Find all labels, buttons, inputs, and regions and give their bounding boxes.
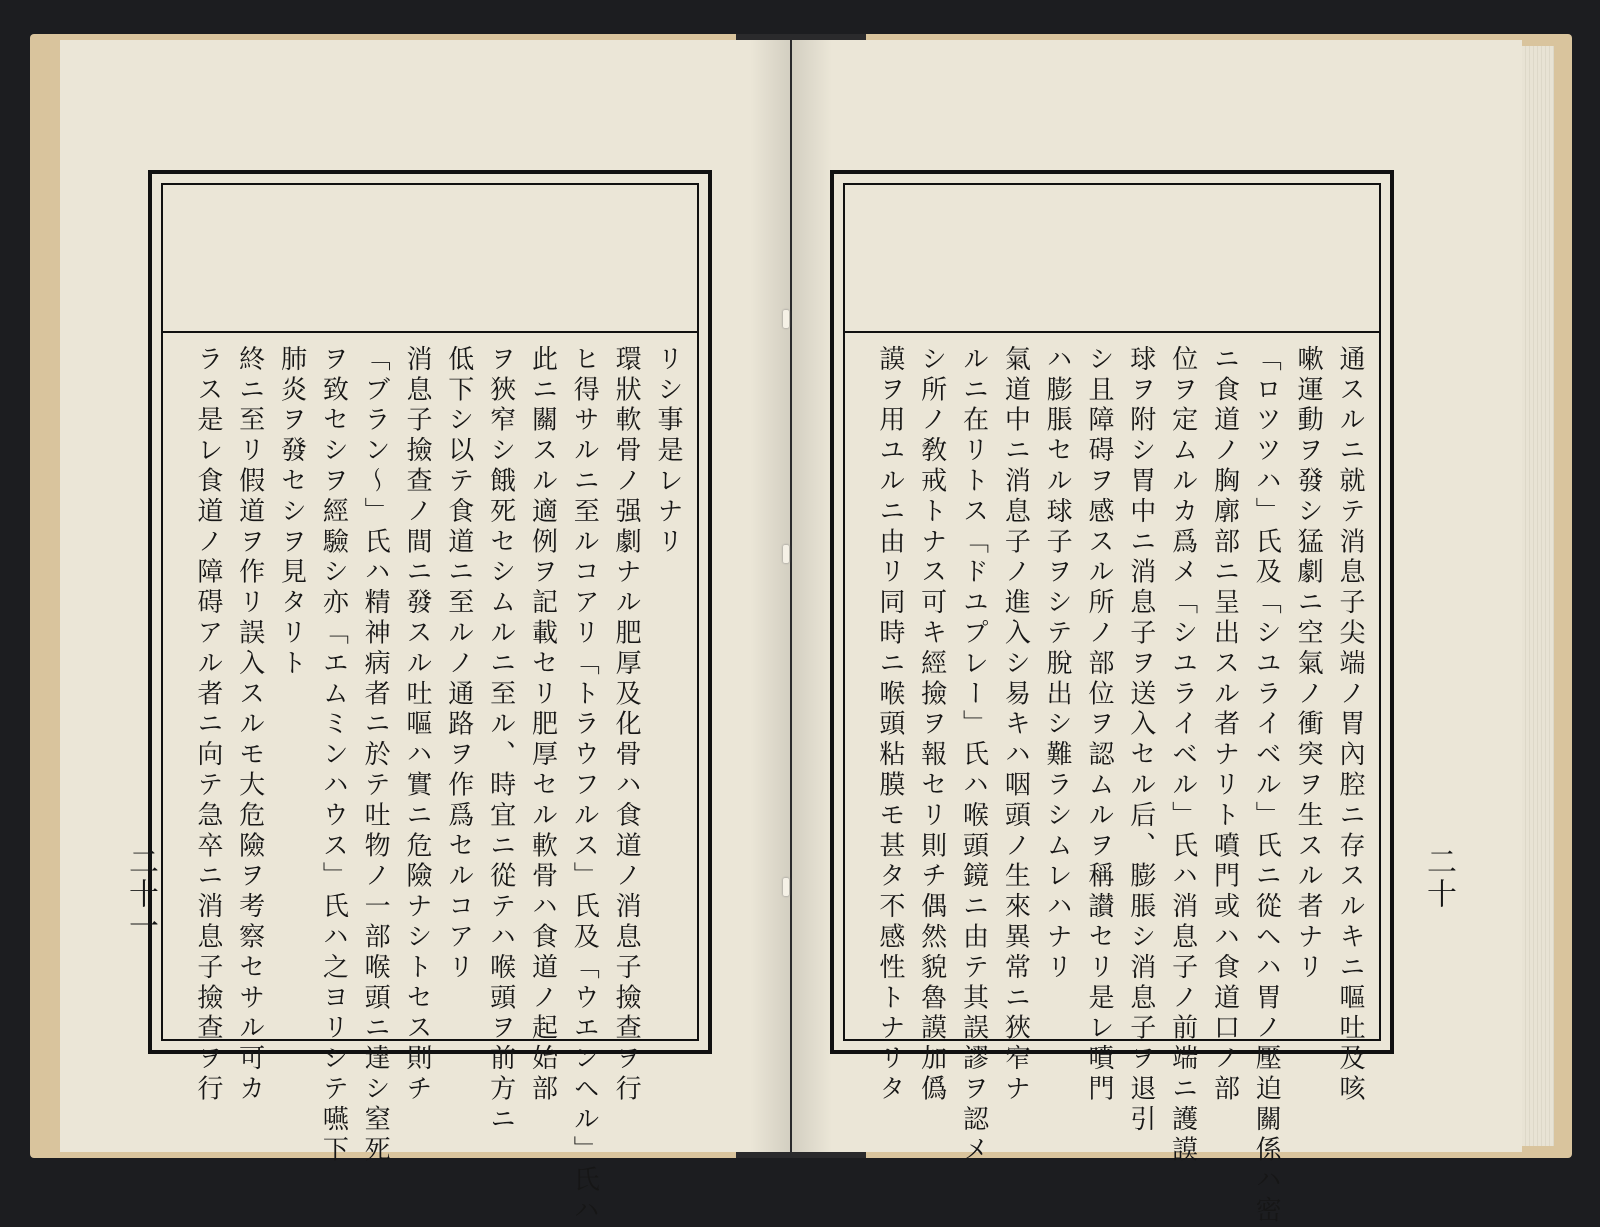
binding-stitch bbox=[783, 310, 789, 328]
text-column: 肺炎ヲ發セシヲ見タリト bbox=[276, 345, 307, 680]
page-number: 二十 bbox=[1421, 846, 1456, 910]
text-column: 氣道中ニ消息子ノ進入シ易キハ咽頭ノ生來異常ニ狹窄ナ bbox=[1000, 345, 1031, 1105]
text-column: シ且障碍ヲ感スル所ノ部位ヲ認ムルヲ稱讃セリ是レ噴門 bbox=[1083, 345, 1114, 1105]
text-column: 球ヲ附シ胃中ニ消息子ヲ送入セル后、膨脹シ消息子ヲ退引 bbox=[1125, 345, 1156, 1136]
text-column: シ所ノ敎戒トナス可キ經撿ヲ報セリ則チ偶然貌魯謨加僞 bbox=[916, 345, 947, 1105]
text-column: ニ食道ノ胸廓部ニ呈出スル者ナリト噴門或ハ食道口ノ部 bbox=[1209, 345, 1240, 1105]
left-page-header-band bbox=[163, 185, 697, 333]
right-page bbox=[792, 40, 1522, 1227]
text-column: 嗽運動ヲ發シ猛劇ニ空氣ノ衝突ヲ生スル者ナリ bbox=[1293, 345, 1324, 984]
text-column: 終ニ至リ假道ヲ作リ誤入スルモ大危險ヲ考察セサル可カ bbox=[234, 345, 265, 1105]
text-column: ヲ致セシヲ經驗シ亦「エムミンハウス」氏ハ之ヨリシテ嚥下 bbox=[318, 345, 349, 1166]
left-page-frame bbox=[148, 170, 712, 1227]
text-column: ラス是レ食道ノ障碍アル者ニ向テ急卒ニ消息子撿查ヲ行 bbox=[192, 345, 223, 1105]
text-column: 「ロツツハ」氏及「シユライベル」氏ニ從ヘハ胃ノ壓迫關係ハ密 bbox=[1251, 345, 1282, 1227]
text-column: 「ブラン〜」氏ハ精神病者ニ於テ吐物ノ一部喉頭ニ達シ窒死 bbox=[360, 345, 391, 1166]
text-column: 此ニ關スル適例ヲ記載セリ肥厚セル軟骨ハ食道ノ起始部 bbox=[527, 345, 558, 1105]
text-column: 低下シ以テ食道ニ至ルノ通路ヲ作爲セルコアリ bbox=[443, 345, 474, 984]
text-column: ルニ在リトス「ドユプレー」氏ハ喉頭鏡ニ由テ其誤謬ヲ認メ bbox=[958, 345, 989, 1166]
text-column: 謨ヲ用ユルニ由リ同時ニ喉頭粘膜モ甚タ不感性トナリタ bbox=[874, 345, 905, 1105]
right-page-inner-border bbox=[843, 183, 1381, 1227]
text-column: ハ膨脹セル球子ヲシテ脫出シ難ラシムレハナリ bbox=[1042, 345, 1073, 984]
text-column: 通スルニ就テ消息子尖端ノ胃內腔ニ存スルキニ嘔吐及咳 bbox=[1334, 345, 1365, 1105]
binding-stitch bbox=[783, 878, 789, 896]
page-edges bbox=[1522, 46, 1554, 1146]
binding-stitch bbox=[783, 545, 789, 563]
text-column: リシ事是レナリ bbox=[652, 345, 683, 558]
left-page bbox=[60, 40, 790, 1227]
right-page-frame bbox=[830, 170, 1394, 1227]
left-page-text bbox=[163, 333, 697, 1227]
text-column: 位ヲ定ムルカ爲メ「シユライベル」氏ハ消息子ノ前端ニ護謨 bbox=[1167, 345, 1198, 1166]
right-page-header-band bbox=[845, 185, 1379, 333]
text-column: 環狀軟骨ノ强劇ナル肥厚及化骨ハ食道ノ消息子撿查ヲ行 bbox=[611, 345, 642, 1105]
right-page-text bbox=[845, 333, 1379, 1227]
page-number: 二十一 bbox=[123, 846, 158, 942]
left-page-inner-border bbox=[161, 183, 699, 1227]
text-column: ヒ得サルニ至ルコアリ「トラウフルス」氏及「ウエンヘル」氏ハ bbox=[569, 345, 600, 1227]
text-column: ヲ狹窄シ餓死セシムルニ至ル、時宜ニ從テハ喉頭ヲ前方ニ bbox=[485, 345, 516, 1136]
text-column: 消息子撿查ノ間ニ發スル吐嘔ハ實ニ危險ナシトセス則チ bbox=[401, 345, 432, 1105]
